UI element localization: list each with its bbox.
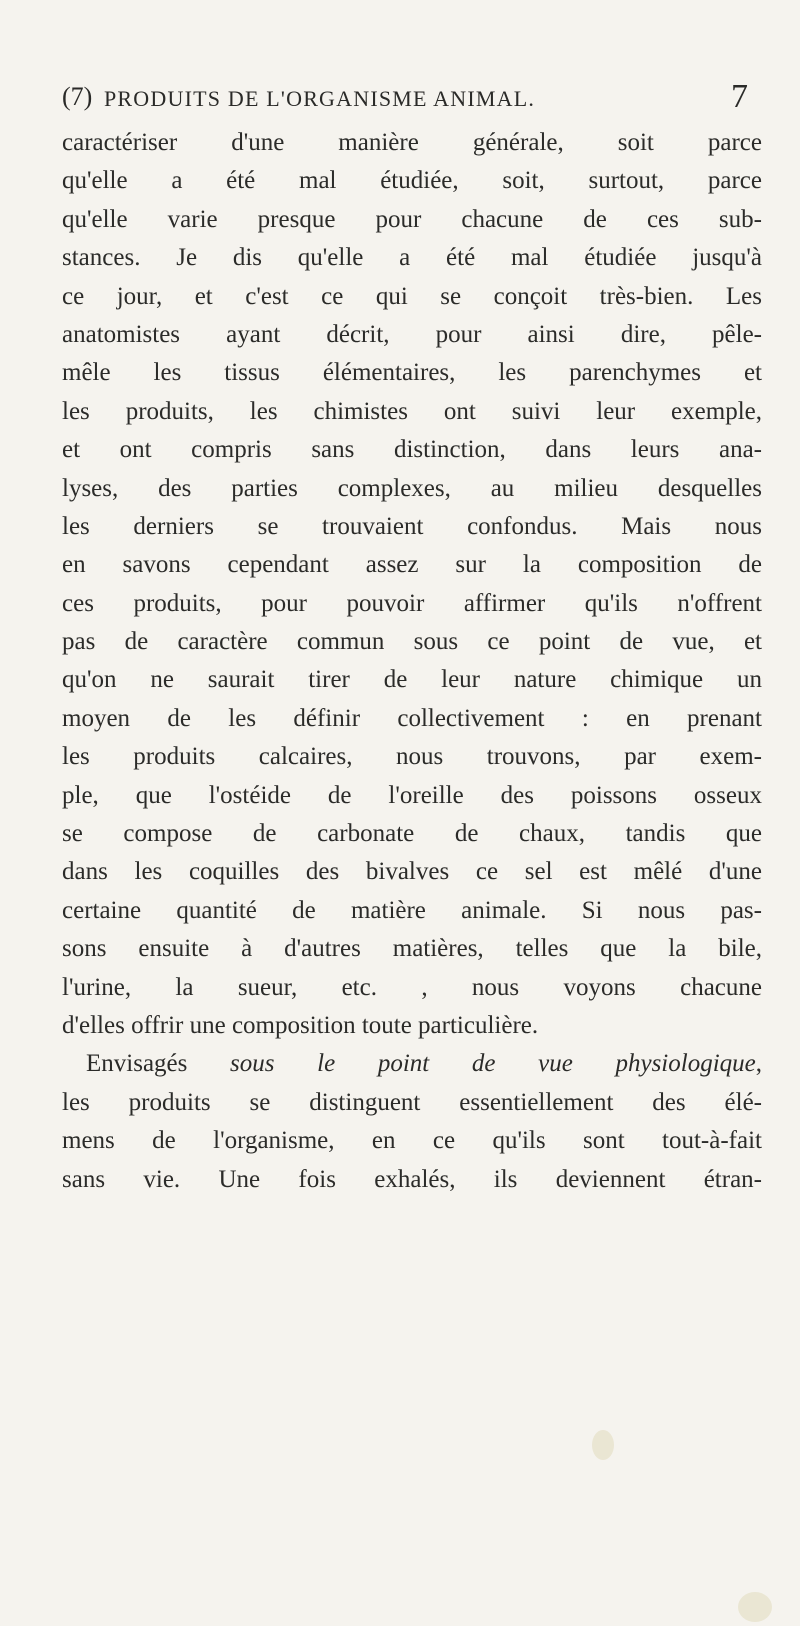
text-line: qu'on ne saurait tirer de leur nature chimique un: [62, 666, 762, 694]
text-line: les produits calcaires, nous trouvons, par exem-: [62, 743, 762, 771]
text-line: anatomistes ayant décrit, pour ainsi dire, pêle-: [62, 320, 762, 348]
text-line: les produits, les chimistes ont suivi leur exemple,: [62, 397, 762, 425]
text-line: qu'elle a été mal étudiée, soit, surtout, parce: [62, 167, 762, 195]
text-line: pas de caractère commun sous ce point de vue, et: [62, 628, 762, 656]
italic-phrase: sous le point de vue physiologique: [230, 1050, 756, 1078]
text-line: les derniers se trouvaient confondus. Mais nous: [62, 512, 762, 540]
text-line: mêle les tissus élémentaires, les parenchymes et: [62, 359, 762, 387]
text-line: mens de l'organisme, en ce qu'ils sont tout-à-fait: [62, 1127, 762, 1155]
paper-stain: [592, 1430, 614, 1460]
paper-stain: [738, 1592, 772, 1622]
page-header: [62, 78, 762, 120]
text-line: ces produits, pour pouvoir affirmer qu'ils n'offrent: [62, 589, 762, 617]
signature-mark: (7): [62, 82, 93, 111]
text-line: caractériser d'une manière générale, soit parce: [62, 129, 762, 156]
text-line: certaine quantité de matière animale. Si nous pas-: [62, 896, 762, 924]
running-title: PRODUITS DE L'ORGANISME ANIMAL.: [104, 86, 536, 111]
text-line: ple, que l'ostéide de l'oreille des poissons osseux: [62, 781, 762, 809]
text-line: l'urine, la sueur, etc. , nous voyons chacune: [62, 973, 762, 1001]
text-line: sans vie. Une fois exhalés, ils deviennent étran-: [62, 1165, 762, 1193]
text-line: qu'elle varie presque pour chacune de ces sub-: [62, 205, 762, 233]
paragraph-2-first-line: [62, 1045, 762, 1083]
paragraph-2-lead: Envisagés: [86, 1050, 231, 1078]
text-line: en savons cependant assez sur la composition de: [62, 551, 762, 579]
text-line: sons ensuite à d'autres matières, telles que la bile,: [62, 935, 762, 963]
text-line: ce jour, et c'est ce qui se conçoit très-bien. Les: [62, 282, 762, 310]
text-line: moyen de les définir collectivement : en prenant: [62, 704, 762, 732]
body-text: [62, 124, 762, 1199]
text-line: lyses, des parties complexes, au milieu desquelles: [62, 474, 762, 502]
paragraph-2-punct: ,: [755, 1050, 762, 1078]
text-line: se compose de carbonate de chaux, tandis que: [62, 820, 762, 848]
text-line: dans les coquilles des bivalves ce sel est mêlé d'une: [62, 858, 762, 886]
paragraph-end-line: d'elles offrir une composition toute particulière.: [62, 1011, 539, 1039]
page-number: 7: [731, 78, 748, 115]
text-line: les produits se distinguent essentiellement des élé-: [62, 1088, 762, 1116]
text-line: stances. Je dis qu'elle a été mal étudiée jusqu'à: [62, 244, 762, 272]
text-line: et ont compris sans distinction, dans leurs ana-: [62, 436, 762, 464]
